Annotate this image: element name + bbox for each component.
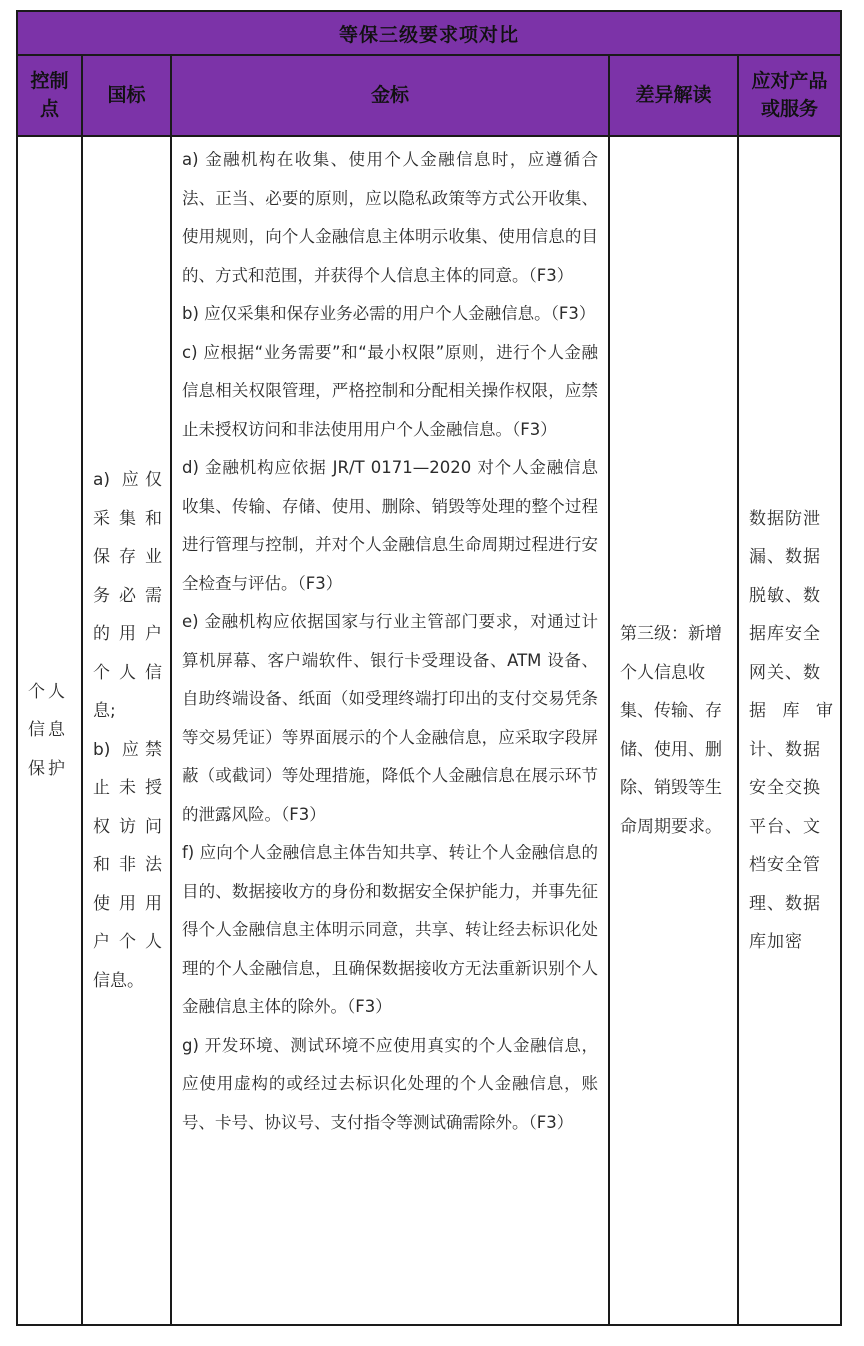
national-standard-line: a) 应仅 — [93, 470, 162, 490]
table-title: 等保三级要求项对比 — [17, 11, 841, 55]
difference-line: 命周期要求。 — [620, 816, 722, 837]
national-standard-line: 止未授 — [93, 778, 162, 798]
table-row — [17, 136, 841, 1325]
national-standard-line: 息; — [93, 701, 116, 721]
national-standard-line: 权访问 — [93, 816, 162, 837]
product-line: 安全交换 — [749, 778, 821, 798]
control-point-line: 信息 — [28, 720, 68, 741]
comparison-table — [16, 10, 842, 1326]
header-control-point-line: 点 — [39, 97, 59, 120]
difference-line: 储、使用、删 — [620, 739, 722, 760]
header-control-point-line: 控制 — [30, 69, 69, 92]
control-point-line: 保护 — [28, 758, 68, 779]
product-line: 平台、文 — [749, 816, 821, 837]
product-line: 据库安全 — [749, 624, 821, 644]
product-line: 计、数据 — [749, 739, 821, 760]
national-standard-line: 的用户 — [93, 624, 162, 644]
product-line: 网关、数 — [749, 662, 821, 683]
national-standard-line: 采集和 — [93, 508, 162, 529]
national-standard-line: b) 应禁 — [93, 739, 162, 760]
financial-standard-item-e: e) 金融机构应依据国家与行业主管部门要求，对通过计算机屏幕、客户端软件、银行卡受理设备、ATM 设备、自助终端设备、纸面（如受理终端打印出的支付交易凭条等交易凭证）等界面展示的个人金融信息，应采取字段屏蔽（或截词）等处理措施，降低个人金融信息在展示环节的泄露风险。（F3） — [182, 612, 598, 824]
national-standard-line: 个人信 — [93, 662, 162, 683]
header-product — [738, 55, 841, 136]
financial-standard-item-a: a) 金融机构在收集、使用个人金融信息时，应遵循合法、正当、必要的原则，应以隐私政策等方式公开收集、使用规则，向个人金融信息主体明示收集、使用信息的目的、方式和范围，并获得个人信息主体的同意。（F3） — [182, 150, 598, 285]
cell-national-standard — [82, 136, 171, 1325]
product-line: 理、数据 — [749, 893, 821, 914]
cell-financial-standard — [171, 136, 609, 1325]
header-control-point — [17, 55, 82, 136]
control-point-line: 个人 — [28, 681, 68, 702]
header-financial-standard: 金标 — [171, 55, 609, 136]
cell-difference — [609, 136, 738, 1325]
difference-line: 集、传输、存 — [620, 701, 722, 721]
product-line: 库加密 — [749, 932, 803, 952]
cell-product — [738, 136, 841, 1325]
header-difference: 差异解读 — [609, 55, 738, 136]
header-national-standard: 国标 — [82, 55, 171, 136]
header-row — [17, 55, 841, 136]
header-product-line: 或服务 — [761, 97, 819, 120]
financial-standard-item-d: d) 金融机构应依据 JR/T 0171—2020 对个人金融信息收集、传输、存储、使用、删除、销毁等处理的整个过程进行管理与控制，并对个人金融信息生命周期过程进行安全检查与评估。（F3） — [182, 458, 598, 593]
financial-standard-item-c: c) 应根据“业务需要”和“最小权限”原则，进行个人金融信息相关权限管理，严格控制和分配相关操作权限，应禁止未授权访问和非法使用用户个人金融信息。（F3） — [182, 342, 598, 439]
national-standard-line: 户个人 — [93, 932, 162, 952]
national-standard-line: 使用用 — [93, 893, 162, 914]
national-standard-line: 保存业 — [93, 547, 162, 567]
national-standard-line: 和非法 — [93, 855, 162, 875]
difference-line: 第三级：新增 — [620, 624, 722, 644]
product-line: 脱敏、数 — [749, 585, 821, 606]
financial-standard-item-g: g) 开发环境、测试环境不应使用真实的个人金融信息，应使用虚构的或经过去标识化处理的个人金融信息，账号、卡号、协议号、支付指令等测试确需除外。（F3） — [182, 1035, 598, 1132]
national-standard-line: 务必需 — [93, 585, 162, 606]
difference-line: 除、销毁等生 — [620, 778, 722, 798]
product-line: 数据防泄 — [749, 508, 821, 529]
product-line: 漏、数据 — [749, 547, 821, 567]
cell-control-point — [17, 136, 82, 1325]
header-product-line: 应对产品 — [751, 69, 828, 92]
title-row — [17, 11, 841, 55]
financial-standard-item-f: f) 应向个人金融信息主体告知共享、转让个人金融信息的目的、数据接收方的身份和数据安全保护能力，并事先征得个人金融信息主体明示同意，共享、转让经去标识化处理的个人金融信息，且确保数据接收方无法重新识别个人金融信息主体的除外。（F3） — [182, 843, 598, 1016]
national-standard-line: 信息。 — [93, 970, 144, 991]
difference-line: 个人信息收 — [620, 662, 705, 683]
financial-standard-item-b: b) 应仅采集和保存业务必需的用户个人金融信息。（F3） — [182, 304, 596, 323]
product-line: 据库审 — [749, 701, 835, 721]
product-line: 档安全管 — [749, 855, 821, 875]
